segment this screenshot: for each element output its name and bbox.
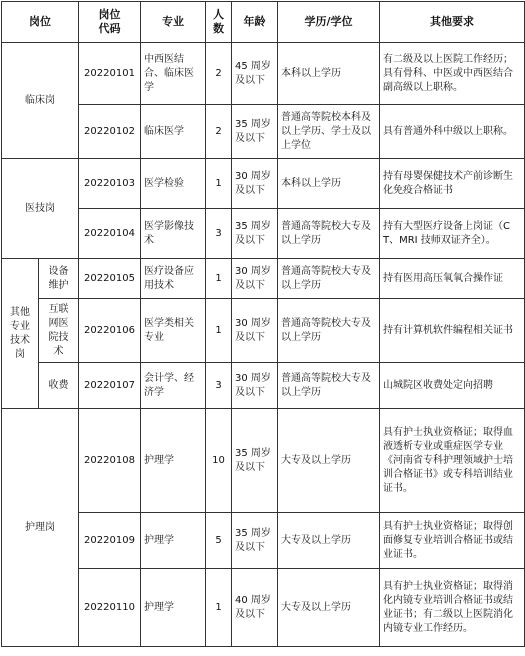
header-code: 岗位 代码 xyxy=(79,2,141,43)
cell-count: 1 xyxy=(206,299,232,363)
cell-edu: 本科以上学历 xyxy=(278,159,380,209)
cell-count: 3 xyxy=(206,209,232,259)
cell-age: 35 周岁及以下 xyxy=(232,409,278,513)
group-clinical: 临床岗 xyxy=(2,43,79,159)
header-other: 其他要求 xyxy=(380,2,525,43)
cell-count: 1 xyxy=(206,159,232,209)
cell-other: 具有普通外科中级以上职称。 xyxy=(380,105,525,159)
cell-major: 医疗设备应用技术 xyxy=(141,259,206,299)
cell-code: 20220109 xyxy=(79,513,141,569)
cell-count: 1 xyxy=(206,259,232,299)
recruitment-table xyxy=(1,1,525,647)
cell-major: 中西医结合、临床医学 xyxy=(141,43,206,105)
header-post: 岗位 xyxy=(2,2,79,43)
subgroup-equipment: 设备 维护 xyxy=(39,259,79,299)
cell-major: 护理学 xyxy=(141,569,206,647)
cell-code: 20220101 xyxy=(79,43,141,105)
cell-code: 20220105 xyxy=(79,259,141,299)
cell-age: 40 周岁及以下 xyxy=(232,569,278,647)
cell-other: 持有大型医疗设备上岗证（CT、MRI 技师双证齐全）。 xyxy=(380,209,525,259)
cell-other: 具有护士执业资格证；取得血液透析专业或重症医学专业《河南省专科护理领域护士培训合格证书》或专科培训结业证书。 xyxy=(380,409,525,513)
table-row xyxy=(2,259,525,299)
cell-code: 20220103 xyxy=(79,159,141,209)
group-nursing: 护理岗 xyxy=(2,409,79,647)
cell-other: 有二级及以上医院工作经历；具有骨科、中医或中西医结合副高级以上职称。 xyxy=(380,43,525,105)
header-count: 人 数 xyxy=(206,2,232,43)
cell-age: 35 周岁及以下 xyxy=(232,105,278,159)
cell-age: 45 周岁及以下 xyxy=(232,43,278,105)
cell-edu: 普通高等院校大专及以上学历 xyxy=(278,259,380,299)
cell-major: 医学影像技术 xyxy=(141,209,206,259)
cell-major: 临床医学 xyxy=(141,105,206,159)
cell-code: 20220108 xyxy=(79,409,141,513)
cell-other: 具有护士执业资格证；取得消化内镜专业培训合格证书或结业证书；有二级以上医院消化内镜专业工作经历。 xyxy=(380,569,525,647)
cell-other: 持有计算机软件编程相关证书 xyxy=(380,299,525,363)
cell-edu: 普通高等院校大专及以上学历 xyxy=(278,209,380,259)
cell-age: 30 周岁及以下 xyxy=(232,363,278,409)
cell-count: 5 xyxy=(206,513,232,569)
table-row xyxy=(2,43,525,105)
cell-edu: 普通高等院校本科及以上学历、学士及以上学位 xyxy=(278,105,380,159)
cell-edu: 大专及以上学历 xyxy=(278,569,380,647)
cell-edu: 本科以上学历 xyxy=(278,43,380,105)
cell-age: 30 周岁及以下 xyxy=(232,159,278,209)
cell-code: 20220102 xyxy=(79,105,141,159)
cell-other: 持有医用高压氧氧合操作证 xyxy=(380,259,525,299)
table-row xyxy=(2,105,525,159)
table-row xyxy=(2,513,525,569)
cell-code: 20220106 xyxy=(79,299,141,363)
table-row xyxy=(2,209,525,259)
cell-major: 医学检验 xyxy=(141,159,206,209)
cell-major: 护理学 xyxy=(141,409,206,513)
table-row xyxy=(2,409,525,513)
cell-major: 会计学、经济学 xyxy=(141,363,206,409)
cell-other: 山城院区收费处定向招聘 xyxy=(380,363,525,409)
cell-edu: 普通高等院校大专及以上学历 xyxy=(278,299,380,363)
cell-count: 1 xyxy=(206,569,232,647)
table-row xyxy=(2,569,525,647)
cell-count: 2 xyxy=(206,105,232,159)
cell-edu: 大专及以上学历 xyxy=(278,513,380,569)
header-edu: 学历/学位 xyxy=(278,2,380,43)
cell-code: 20220104 xyxy=(79,209,141,259)
group-medtech: 医技岗 xyxy=(2,159,79,259)
cell-major: 护理学 xyxy=(141,513,206,569)
cell-other: 持有母婴保健技术产前诊断生化免疫合格证书 xyxy=(380,159,525,209)
cell-major: 医学类相关专业 xyxy=(141,299,206,363)
cell-age: 35 周岁及以下 xyxy=(232,513,278,569)
group-othertech: 其他 专业 技术 岗 xyxy=(2,259,39,409)
cell-other: 具有护士执业资格证；取得创面修复专业培训合格证书或结业证书。 xyxy=(380,513,525,569)
subgroup-internet: 互联 网医 院技 术 xyxy=(39,299,79,363)
header-age: 年龄 xyxy=(232,2,278,43)
cell-code: 20220107 xyxy=(79,363,141,409)
cell-count: 3 xyxy=(206,363,232,409)
cell-edu: 大专及以上学历 xyxy=(278,409,380,513)
table-row xyxy=(2,159,525,209)
cell-count: 10 xyxy=(206,409,232,513)
cell-age: 35 周岁及以下 xyxy=(232,209,278,259)
header-major: 专业 xyxy=(141,2,206,43)
table-row xyxy=(2,363,525,409)
cell-count: 2 xyxy=(206,43,232,105)
table-row xyxy=(2,299,525,363)
subgroup-fees: 收费 xyxy=(39,363,79,409)
cell-code: 20220110 xyxy=(79,569,141,647)
cell-age: 30 周岁及以下 xyxy=(232,259,278,299)
header-row xyxy=(2,2,525,43)
cell-age: 30 周岁及以下 xyxy=(232,299,278,363)
cell-edu: 普通高等院校大专及以上学历 xyxy=(278,363,380,409)
